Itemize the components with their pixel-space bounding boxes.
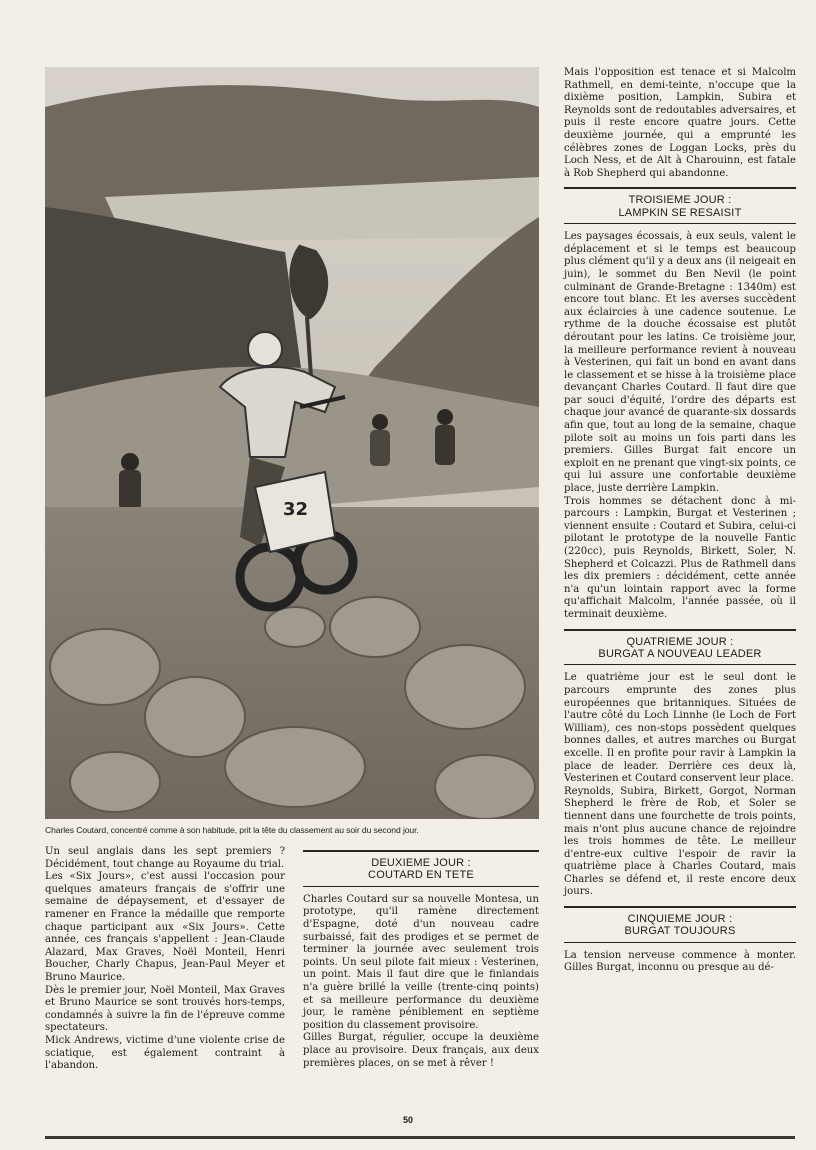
paragraph: La tension nerveuse commence à monter. Gilles Burgat, inconnu ou presque au dé-	[564, 949, 796, 974]
paragraph: Gilles Burgat, régulier, occupe la deuxième place au provisoire. Deux français, aux deux premières places, on se met à rêver !	[303, 1032, 539, 1069]
paragraph: Trois hommes se détachent donc à mi-parcours : Lampkin, Burgat et Vesterinen ; viennent ensuite : Coutard et Subira, celui-ci pilotant le prototype de la nouvelle Fantic (220cc), puis Reynolds, Birkett, Soler, N. Shepherd et Colcazzi. Plus de Rathmell dans les dix premiers : décidément, cette année n'a qu'un lointain rapport avec la forme qu'affichait Malcolm, l'année passée, où il terminait deuxième.	[564, 495, 796, 620]
section-heading-day-two: DEUXIEME JOUR : COUTARD EN TETE	[303, 850, 539, 887]
section-heading-day-five: CINQUIEME JOUR : BURGAT TOUJOURS	[564, 906, 796, 943]
paragraph: Les paysages écossais, à eux seuls, valent le déplacement et si le temps est beaucoup plus clément qu'il y a deux ans (il neigeait en juin), le sommet du Ben Nevil (le point culminant de Grande-Bretagne : 1340m) est encore tout blanc. Et les averses succèdent aux éclaircies à une cadence soutenue. Le rythme de la douche écossaise est plutôt déroutant pour les latins. Ce troisième jour, la meilleure performance revient à nouveau à Vesterinen, qui fait un bond en avant dans le classement et se hisse à la troisième place devançant Charles Coutard. Il faut dire que par souci d'équité, l'ordre des départs est chaque jour avancé de quarante-six dossards afin que, tout au long de la semaine, chaque pilote soit au moins un fois parti dans les premiers. Gilles Burgat fait encore un exploit en ne prenant que vingt-six points, ce qui lui assure une confortable deuxième place, juste derrière Lampkin.	[564, 231, 796, 495]
section-heading-day-four: QUATRIEME JOUR : BURGAT A NOUVEAU LEADER	[564, 629, 796, 666]
page-number: 50	[402, 1115, 413, 1125]
bib-number: 32	[283, 499, 309, 520]
footer-rule	[45, 1136, 795, 1139]
article-column-left	[45, 846, 285, 1073]
photo-illustration	[45, 67, 539, 819]
paragraph: Dès le premier jour, Noël Monteil, Max Graves et Bruno Maurice se sont trouvés hors-temps, condamnés à suivre la fin de l'épreuve comme spectateurs.	[45, 984, 285, 1034]
paragraph: Mais l'opposition est tenace et si Malcolm Rathmell, en demi-teinte, n'occupe que la dixième position, Lampkin, Subira et Reynolds sont de redoutables adversaires, et puis il reste encore quatre jours. Cette deuxième journée, qui a emprunté les célèbres zones de Loggan Locks, près du Loch Ness, et de Alt à Charouinn, est fatale à Rob Shepherd qui abandonne.	[564, 67, 796, 179]
paragraph: Mick Andrews, victime d'une violente crise de sciatique, est également contraint à l'abandon.	[45, 1034, 285, 1072]
paragraph: Le quatrième jour est le seul dont le parcours emprunte des zones plus européennes que britanniques. Situées de l'autre côté du Loch Linnhe (le Loch de Fort William), ces non-stops possèdent quelques bonnes dalles, et autres marches ou Burgat excelle. Il en profite pour ravir à Lampkin la place de leader. Derrière ces deux là, Vesterinen et Coutard conservent leur place.	[564, 672, 796, 785]
photo-caption: Charles Coutard, concentré comme à son habitude, prit la tête du classement au soir du second jour.	[45, 825, 419, 835]
paragraph: Les «Six Jours», c'est aussi l'occasion pour quelques amateurs français de s'offrir une semaine de dépaysement, et d'essayer de ramener en France la médaille que remporte chaque participant aux «Six Jours». Cette année, ces français s'appellent : Jean-Claude Alazard, Max Graves, Noël Monteil, Henri Boucher, Charly Chapus, Jean-Paul Meyer et Bruno Maurice.	[45, 871, 285, 983]
article-column-right	[564, 67, 796, 975]
article-column-middle	[303, 850, 539, 1070]
trial-rider-photo	[45, 67, 539, 819]
section-heading-day-three: TROISIEME JOUR : LAMPKIN SE RESAISIT	[564, 187, 796, 224]
paragraph: Reynolds, Subira, Birkett, Gorgot, Norman Shepherd le frère de Rob, et Soler se tiennent dans une fourchette de trois points, mais n'ont plus aucune chance de rejoindre les trois hommes de tête. Le meilleur d'entre-eux cultive l'espoir de ravir la quatrième place à Charles Coutard, mais Charles se défend et, il reste encore deux jours.	[564, 785, 796, 898]
paragraph: Charles Coutard sur sa nouvelle Montesa, un prototype, qu'il ramène directement d'Espagne, doté d'un nouveau cadre surbaissé, fait des prodiges et se permet de terminer la journée avec seulement trois points. Un seul pilote fait mieux : Vesterinen, un point. Mais il faut dire que le finlandais n'a guère brillé la veille (trente-cinq points) et sa meilleure performance du deuxième jour, le ramène péniblement en septième position du classement provisoire.	[303, 893, 539, 1031]
paragraph: Un seul anglais dans les sept premiers ? Décidément, tout change au Royaume du trial.	[45, 846, 285, 870]
